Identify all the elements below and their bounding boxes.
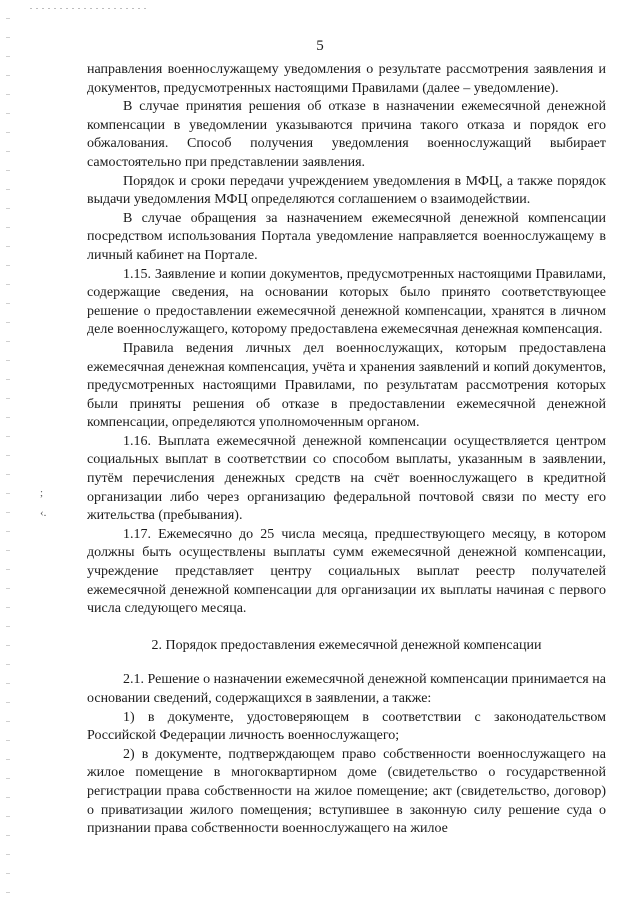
section-heading: 2. Порядок предоставления ежемесячной денежной компенсации (151, 637, 542, 653)
margin-marks: ; ‹. (40, 487, 47, 519)
paragraph: В случае обращения за назначением ежемесячной денежной компенсации посредством использования Портала уведомление направляется военнослужащему в личный кабинет на Портале. (87, 210, 606, 263)
list-item: 2) в документе, подтверждающем право собственности военнослужащего на жилое помещение в многоквартирном доме (свидетельство о государственной регистрации права собственности на жилое помещение; акт (свидетельство, договор) о приватизации жилого помещения; вступившее в законную силу решение суда о признании права собственности военнослужащего на жилое (87, 746, 606, 837)
paragraph: Порядок и сроки передачи учреждением уведомления в МФЦ, а также порядок выдачи уведомления МФЦ определяются соглашением о взаимодействии. (87, 173, 606, 208)
paragraph-2-1: 2.1. Решение о назначении ежемесячной денежной компенсации принимается на основании сведений, содержащихся в заявлении, а также: (87, 672, 606, 706)
paragraph: Правила ведения личных дел военнослужащих, которым предоставлена ежемесячная денежная компенсация, учёта и хранения заявлений и копий документов, предусмотренных настоящими Правилами, по результатам рассмотрения которых были приняты решения об отказе в предоставлении ежемесячной денежной компенсации, определяются уполномоченным органом. (87, 340, 606, 431)
paragraph: В случае принятия решения об отказе в назначении ежемесячной денежной компенсации в уведомлении указываются причина такого отказа и порядок его обжалования. Способ получения уведомления военнослужащий выбирает самостоятельно при представлении заявления. (87, 99, 606, 170)
page-number: 5 (316, 38, 324, 54)
list-item: 1) в документе, удостоверяющем в соответствии с законодательством Российской Федерации личность военнослужащего; (87, 709, 606, 744)
scan-artifact-top (30, 8, 150, 9)
paragraph-1-17: 1.17. Ежемесячно до 25 числа месяца, предшествующего месяцу, в котором должны быть осуществлены выплаты сумм ежемесячной денежной компенсации, учреждение представляет центру социальных выплат реестр получателей ежемесячной денежной компенсации для организации их выплаты начиная с первого числа следующего месяца. (87, 526, 606, 617)
paragraph-1-16: 1.16. Выплата ежемесячной денежной компенсации осуществляется центром социальных выплат в соответствии со способом выплаты, указанным в заявлении, путём перечисления денежных средств на счёт военнослужащего в кредитной организации либо через организацию федеральной почтовой связи по месту его жительства (пребывания). (87, 433, 606, 524)
paragraph-continuation: направления военнослужащему уведомления о результате рассмотрения заявления и документов, предусмотренных настоящими Правилами (далее – уведомление). (87, 62, 606, 96)
scan-artifact-edge (6, 0, 10, 905)
paragraph-1-15: 1.15. Заявление и копии документов, предусмотренных настоящими Правилами, содержащие сведения, на основании которых было принято соответствующее решение о предоставлении ежемесячной денежной компенсации, хранятся в личном деле военнослужащего, которому предоставлена ежемесячная денежная компенсация. (87, 266, 606, 338)
document-body (87, 61, 606, 839)
